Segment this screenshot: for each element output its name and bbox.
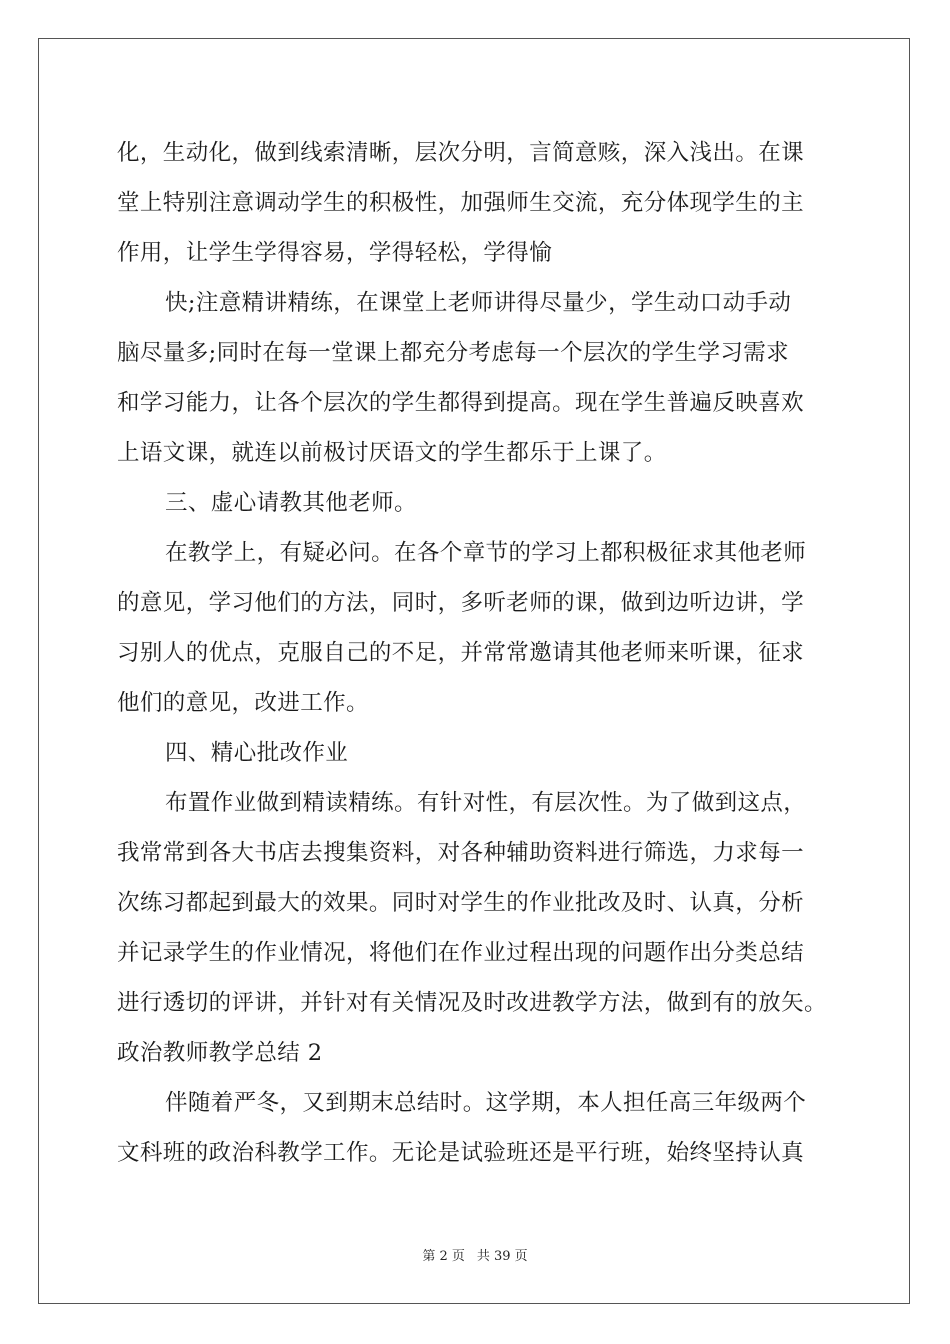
text-line: 三、虚心请教其他老师。 [165,490,417,516]
document-body [117,128,837,1178]
text-line: 他们的意见，改进工作。 [117,690,369,716]
text-line: 文科班的政治科教学工作。无论是试验班还是平行班，始终坚持认真 [117,1140,805,1166]
text-line: 作用，让学生学得容易，学得轻松，学得愉 [117,240,553,266]
text-line: 次练习都起到最大的效果。同时对学生的作业批改及时、认真，分析 [117,890,805,916]
text-line: 我常常到各大书店去搜集资料，对各种辅助资料进行筛选，力求每一 [117,840,805,866]
page-total: 共 39 页 [476,1249,528,1264]
text-line: 布置作业做到精读精练。有针对性，有层次性。为了做到这点， [165,790,807,816]
text-line: 政治教师教学总结 2 [117,1040,323,1066]
text-line: 并记录学生的作业情况，将他们在作业过程出现的问题作出分类总结 [117,940,805,966]
text-line: 伴随着严冬，又到期末总结时。这学期，本人担任高三年级两个 [165,1090,807,1116]
text-line: 进行透切的评讲，并针对有关情况及时改进教学方法，做到有的放矢。 [117,990,827,1016]
page-footer [0,1245,950,1264]
text-line: 快;注意精讲精练，在课堂上老师讲得尽量少，学生动口动手动 [165,290,792,316]
text-line: 的意见，学习他们的方法，同时，多听老师的课，做到边听边讲，学 [117,590,805,616]
text-line: 堂上特别注意调动学生的积极性，加强师生交流，充分体现学生的主 [117,190,805,216]
text-line: 上语文课，就连以前极讨厌语文的学生都乐于上课了。 [117,440,667,466]
text-line: 脑尽量多;同时在每一堂课上都充分考虑每一个层次的学生学习需求 [117,340,790,366]
text-line: 习别人的优点，克服自己的不足，并常常邀请其他老师来听课，征求 [117,640,805,666]
text-line: 化，生动化，做到线索清晰，层次分明，言简意赅，深入浅出。在课 [117,140,805,166]
text-line: 和学习能力，让各个层次的学生都得到提高。现在学生普遍反映喜欢 [117,390,805,416]
text-line: 四、精心批改作业 [165,740,349,766]
page-number: 第 2 页 [422,1249,465,1264]
text-line: 在教学上，有疑必问。在各个章节的学习上都积极征求其他老师 [165,540,807,566]
